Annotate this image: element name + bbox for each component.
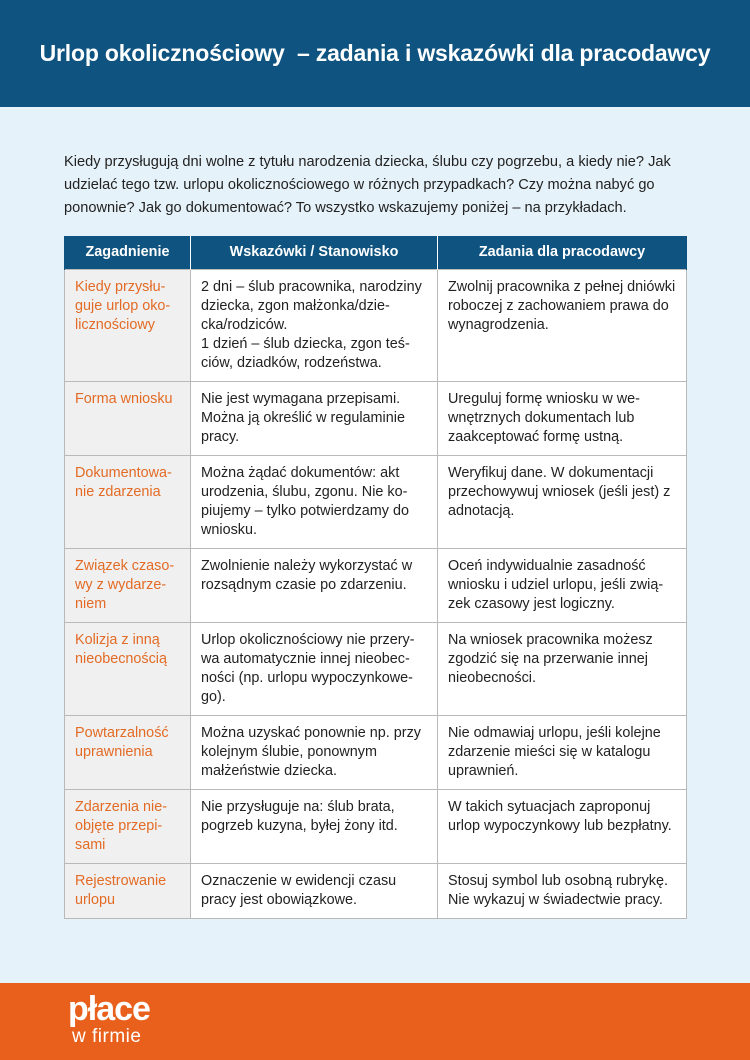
topic-cell: Forma wniosku <box>65 382 191 456</box>
guidance-cell: Można uzyskać ponownie np. przy kolejnym ślubie, ponownym małżeństwie dziecka. <box>191 716 438 790</box>
topic-cell: Rejestrowanie urlopu <box>65 864 191 919</box>
tasks-cell: Na wniosek pracownika możesz zgodzić się na przerwanie innej nieobecności. <box>438 623 687 716</box>
column-header-guidance: Wskazówki / Stanowisko <box>191 236 438 270</box>
logo-line-2: w firmie <box>72 1026 142 1047</box>
page-header <box>0 0 750 107</box>
topic-cell: Zdarzenia nieobjęte przepisami <box>65 790 191 864</box>
guidance-cell: Nie jest wymagana przepisami. Można ją określić w regulaminie pracy. <box>191 382 438 456</box>
guidance-table <box>64 236 687 919</box>
table-row <box>65 382 687 456</box>
brand-logo <box>68 990 168 1053</box>
topic-cell: Dokumentowanie zdarzenia <box>65 456 191 549</box>
topic-cell: Związek czasowy z wydarzeniem <box>65 549 191 623</box>
guidance-cell: Urlop okolicznościowy nie przerywa automatycznie innej nieobecności (np. urlopu wypoczynkowego). <box>191 623 438 716</box>
logo-line-1: płace <box>68 990 150 1028</box>
table-row <box>65 270 687 382</box>
tasks-cell: Oceń indywidualnie zasadność wniosku i udziel urlopu, jeśli związek czasowy jest logiczny. <box>438 549 687 623</box>
topic-cell: Kiedy przysługuje urlop okolicznościowy <box>65 270 191 382</box>
intro-paragraph: Kiedy przysługują dni wolne z tytułu narodzenia dziecka, ślubu czy pogrzebu, a kiedy nie? Jak udzielać tego tzw. urlopu okolicznościowego w różnych przypadkach? Czy można nabyć go ponownie? Jak go dokumentować? To wszystko wskazujemy poniżej – na przykładach. <box>64 154 671 216</box>
topic-cell: Kolizja z inną nieobecnością <box>65 623 191 716</box>
guidance-cell: Nie przysługuje na: ślub brata, pogrzeb kuzyna, byłej żony itd. <box>191 790 438 864</box>
topic-cell: Powtarzalność uprawnienia <box>65 716 191 790</box>
guidance-cell: Zwolnienie należy wykorzystać w rozsądnym czasie po zdarzeniu. <box>191 549 438 623</box>
tasks-cell: Ureguluj formę wniosku w wewnętrznych dokumentach lub zaakceptować formę ustną. <box>438 382 687 456</box>
table-row <box>65 790 687 864</box>
column-header-tasks: Zadania dla pracodawcy <box>438 236 687 270</box>
guidance-cell: Można żądać dokumentów: akt urodzenia, ślubu, zgonu. Nie kopiujemy – tylko potwierdzamy do wniosku. <box>191 456 438 549</box>
tasks-cell: Weryfikuj dane. W dokumentacji przechowywuj wniosek (jeśli jest) z adnotacją. <box>438 456 687 549</box>
tasks-cell: Zwolnij pracownika z pełnej dniówki roboczej z zachowaniem prawa do wynagrodzenia. <box>438 270 687 382</box>
column-header-topic: Zagadnienie <box>65 236 191 270</box>
tasks-cell: W takich sytuacjach zaproponuj urlop wypoczynkowy lub bezpłatny. <box>438 790 687 864</box>
tasks-cell: Nie odmawiaj urlopu, jeśli kolejne zdarzenie mieści się w katalogu uprawnień. <box>438 716 687 790</box>
guidance-cell: Oznaczenie w ewidencji czasu pracy jest obowiązkowe. <box>191 864 438 919</box>
table-row <box>65 456 687 549</box>
table-row <box>65 623 687 716</box>
tasks-cell: Stosuj symbol lub osobną rubrykę. Nie wykazuj w świadectwie pracy. <box>438 864 687 919</box>
table-row <box>65 716 687 790</box>
table-row <box>65 864 687 919</box>
table-row <box>65 549 687 623</box>
guidance-cell: 2 dni – ślub pracownika, narodziny dziecka, zgon małżonka/dziecka/rodziców. 1 dzień – ślub dziecka, zgon teściów, dziadków, rodzeństwa. <box>191 270 438 382</box>
page-title: Urlop okolicznościowy – zadania i wskazówki dla pracodawcy <box>39 40 711 66</box>
table-header-row <box>65 236 687 270</box>
